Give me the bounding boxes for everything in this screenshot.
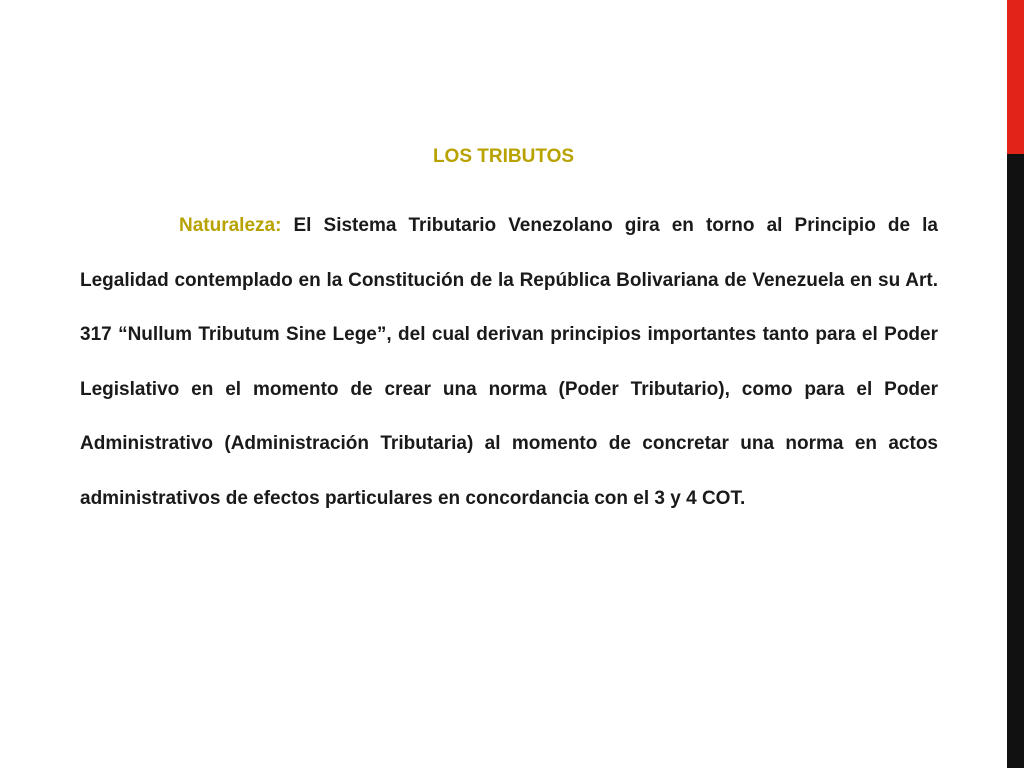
nature-label: Naturaleza:	[179, 215, 282, 236]
slide-body-paragraph	[80, 199, 938, 526]
body-text: El Sistema Tributario Venezolano gira en torno al Principio de la Legalidad contemplado en la Constitución de la República Bolivariana de Venezuela en su Art. 317 “Nullum Tributum Sine Lege”, del cual derivan principios importantes tanto para el Poder Legislativo en el momento de crear una norma (Poder Tributario), como para el Poder Administrativo (Administración Tributaria) al momento de concretar una norma en actos administrativos de efectos particulares en concordancia con el 3 y 4 COT.	[80, 215, 938, 509]
slide-title: LOS TRIBUTOS	[432, 146, 575, 167]
red-accent-stripe	[1007, 0, 1024, 154]
black-accent-stripe	[1007, 154, 1024, 768]
side-accent-bar	[1007, 0, 1024, 768]
